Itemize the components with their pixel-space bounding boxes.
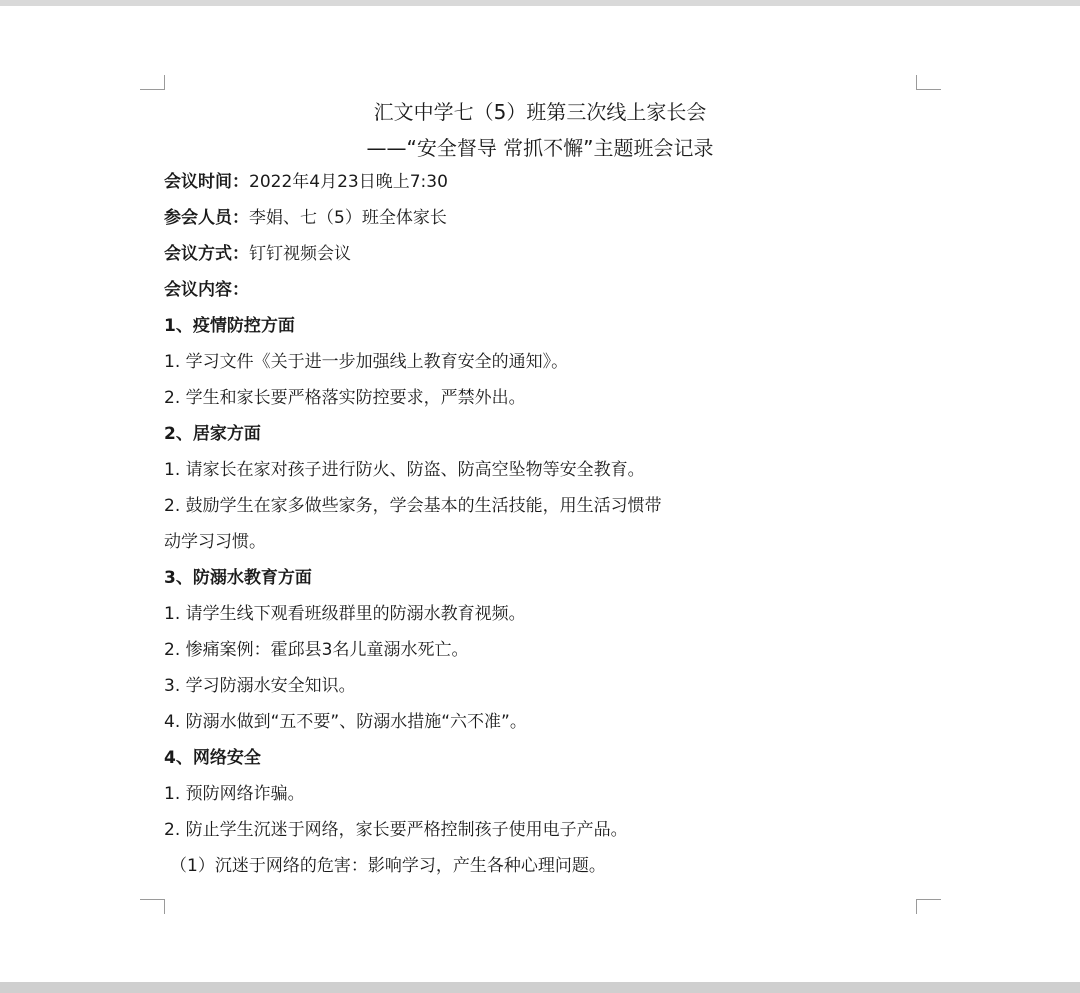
document-title: 汇文中学七（5）班第三次线上家长会 [373,100,707,124]
list-item-continuation: 动学习习惯。 [164,532,266,552]
bottom-edge [0,982,1080,993]
method-row [164,242,351,266]
method-label: 会议方式： [164,244,249,264]
list-item: 4. 防溺水做到“五不要”、防溺水措施“六不准”。 [164,712,527,732]
list-item: 2. 学生和家长要严格落实防控要求，严禁外出。 [164,388,526,408]
list-item: 1. 学习文件《关于进一步加强线上教育安全的通知》。 [164,352,569,372]
sub-list-item: （1）沉迷于网络的危害：影响学习，产生各种心理问题。 [170,856,606,876]
section-heading: 2、居家方面 [164,424,261,444]
content-label: 会议内容： [164,280,249,300]
margin-corner-bottom-left [140,899,165,914]
attendees-row [164,206,447,230]
meeting-time-label: 会议时间： [164,172,249,192]
attendees-value: 李娟、七（5）班全体家长 [249,208,447,228]
meeting-time-row [164,170,448,194]
margin-corner-top-left [140,75,165,90]
list-item: 2. 惨痛案例：霍邱县3名儿童溺水死亡。 [164,640,469,660]
margin-corner-top-right [916,75,941,90]
section-heading: 3、防溺水教育方面 [164,568,312,588]
document-subtitle: ——“安全督导 常抓不懈”主题班会记录 [366,136,714,160]
section-heading: 4、网络安全 [164,748,261,768]
list-item: 2. 鼓励学生在家多做些家务，学会基本的生活技能，用生活习惯带 [164,496,662,516]
list-item: 1. 请学生线下观看班级群里的防溺水教育视频。 [164,604,526,624]
list-item: 3. 学习防溺水安全知识。 [164,676,356,696]
meeting-time-value: 2022年4月23日晚上7:30 [249,172,448,192]
list-item: 1. 请家长在家对孩子进行防火、防盗、防高空坠物等安全教育。 [164,460,645,480]
method-value: 钉钉视频会议 [249,244,351,264]
list-item: 2. 防止学生沉迷于网络，家长要严格控制孩子使用电子产品。 [164,820,628,840]
margin-corner-bottom-right [916,899,941,914]
attendees-label: 参会人员： [164,208,249,228]
list-item: 1. 预防网络诈骗。 [164,784,305,804]
section-heading: 1、疫情防控方面 [164,316,295,336]
document-page [0,6,1080,982]
